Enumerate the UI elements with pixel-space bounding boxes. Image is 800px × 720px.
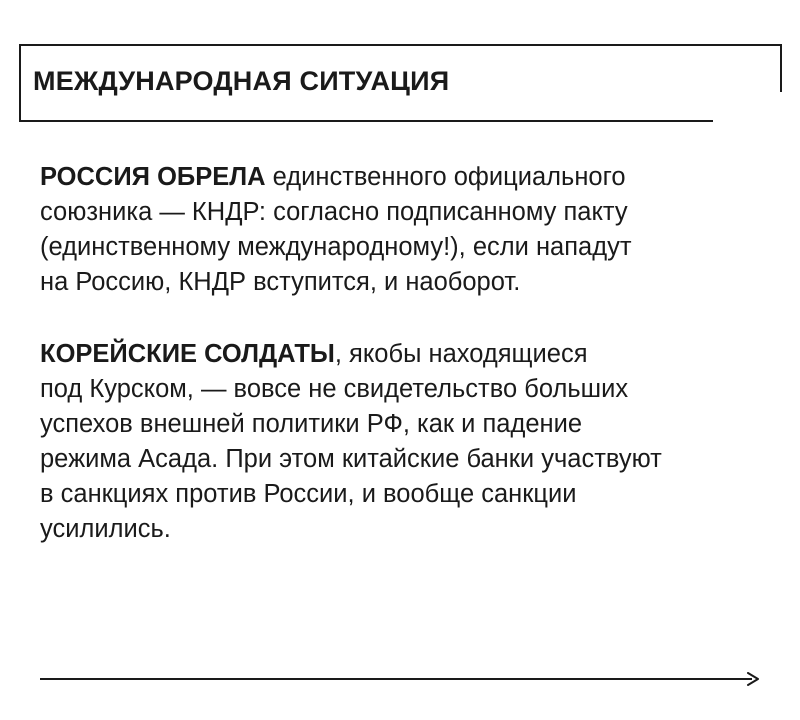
paragraph-line: единственного официального xyxy=(265,163,626,191)
paragraph-russia-ally xyxy=(40,160,632,300)
paragraph-line: режима Асада. При этом китайские банки участвуют xyxy=(40,445,662,473)
paragraph-line: на Россию, КНДР вступится, и наоборот. xyxy=(40,268,521,296)
arrow-right-icon xyxy=(744,672,760,686)
section-title: МЕЖДУНАРОДНАЯ СИТУАЦИЯ xyxy=(33,66,450,96)
paragraph-line: усилились. xyxy=(40,515,171,543)
paragraph-lead: РОССИЯ ОБРЕЛА xyxy=(40,163,266,191)
paragraph-line: в санкциях против России, и вообще санкции xyxy=(40,480,577,508)
paragraph-line: , якобы находящиеся xyxy=(334,340,588,368)
paragraph-line: союзника — КНДР: согласно подписанному пакту xyxy=(40,198,628,226)
paragraph-korean-soldiers xyxy=(40,337,662,547)
header-frame-bottom xyxy=(19,120,713,122)
paragraph-line: (единственному международному!), если нападут xyxy=(40,233,632,261)
header-frame-top xyxy=(19,44,782,46)
header-frame-left xyxy=(19,44,21,122)
paragraph-lead: КОРЕЙСКИЕ СОЛДАТЫ xyxy=(40,340,335,368)
header-frame-right xyxy=(780,44,782,92)
next-arrow-line xyxy=(40,678,752,680)
paragraph-line: успехов внешней политики РФ, как и падение xyxy=(40,410,583,438)
paragraph-line: под Курском, — вовсе не свидетельство больших xyxy=(40,375,629,403)
